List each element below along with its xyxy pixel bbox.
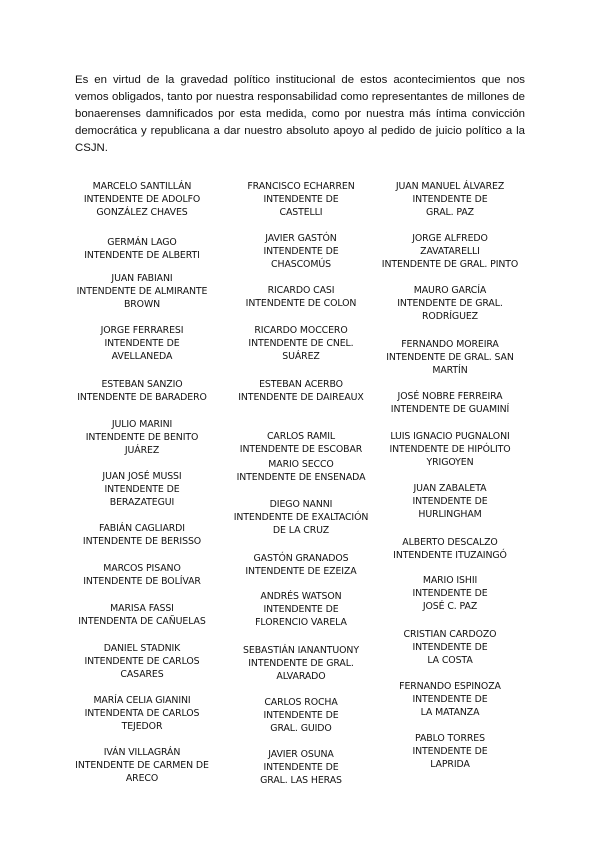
signature-block: FERNANDO MOREIRA INTENDENTE DE GRAL. SAN MARTÍN	[386, 339, 514, 377]
intro-paragraph: Es en virtud de la gravedad político institucional de estos acontecimientos que nos vemos obligados, tanto por nuestra responsabilidad como representantes de millones de bonaerenses damnificados por esta medida, como por nuestra más íntima convicción democrática y republicana a dar nuestro absoluto apoyo al pedido de juicio político a la CSJN.	[75, 74, 525, 154]
signature-block: GASTÓN GRANADOS INTENDENTE DE EZEIZA	[245, 553, 357, 578]
signatures-column-1	[67, 180, 217, 820]
signature-block: JUAN FABIANI INTENDENTE DE ALMIRANTE BROWN	[76, 273, 208, 311]
signature-block: JULIO MARINI INTENDENTE DE BENITO JUÁREZ	[85, 419, 199, 457]
signature-block: ESTEBAN SANZIO INTENDENTE DE BARADERO	[77, 379, 207, 404]
signature-block: GERMÁN LAGO INTENDENTE DE ALBERTI	[84, 237, 200, 262]
signature-block: ESTEBAN ACERBO INTENDENTE DE DAIREAUX	[238, 379, 364, 404]
signature-block: SEBASTIÁN IANANTUONY INTENDENTE DE GRAL. ALVARADO	[243, 645, 359, 683]
signature-block: DIEGO NANNI INTENDENTE DE EXALTACIÓN DE LA CRUZ	[233, 499, 369, 537]
signature-block: IVÁN VILLAGRÁN INTENDENTE DE CARMEN DE ARECO	[75, 747, 209, 785]
signature-block: ALBERTO DESCALZO INTENDENTE ITUZAINGÓ	[393, 537, 507, 562]
signature-block: FABIÁN CAGLIARDI INTENDENTE DE BERISSO	[82, 523, 202, 548]
signature-block: LUIS IGNACIO PUGNALONI INTENDENTE DE HIPÓLITO YRIGOYEN	[389, 431, 511, 469]
signature-block: JAVIER GASTÓN INTENDENTE DE CHASCOMÚS	[263, 233, 339, 271]
signature-block: JUAN ZABALETA INTENDENTE DE HURLINGHAM	[412, 483, 488, 521]
signature-block: MARCELO SANTILLÁN INTENDENTE DE ADOLFO GONZÁLEZ CHAVES	[83, 181, 201, 219]
signature-block: MARCOS PISANO INTENDENTE DE BOLÍVAR	[83, 563, 201, 588]
signature-block: CRISTIAN CARDOZO INTENDENTE DE LA COSTA	[403, 629, 497, 667]
signature-block: DANIEL STADNIK INTENDENTE DE CARLOS CASARES	[84, 643, 200, 681]
signature-block: FERNANDO ESPINOZA INTENDENTE DE LA MATANZA	[399, 681, 501, 719]
signature-block: ANDRÉS WATSON INTENDENTE DE FLORENCIO VARELA	[255, 591, 347, 629]
signature-block: JORGE FERRARESI INTENDENTE DE AVELLANEDA	[100, 325, 184, 363]
signature-block: RICARDO MOCCERO INTENDENTE DE CNEL. SUÁREZ	[248, 325, 354, 363]
signature-block: MAURO GARCÍA INTENDENTE DE GRAL. RODRÍGUEZ	[397, 285, 503, 323]
signature-block: RICARDO CASI INTENDENTE DE COLON	[245, 285, 357, 310]
signatures-column-3	[375, 180, 525, 820]
signature-block: JOSÉ NOBRE FERREIRA INTENDENTE DE GUAMINÍ	[390, 391, 510, 416]
signature-block: JUAN MANUEL ÁLVAREZ INTENDENTE DE GRAL. PAZ	[395, 181, 505, 219]
signature-block: MARIO ISHII INTENDENTE DE JOSÉ C. PAZ	[412, 575, 488, 613]
signature-block: MARISA FASSI INTENDENTA DE CAÑUELAS	[78, 603, 206, 628]
signatures-column-2	[226, 180, 376, 820]
signature-block: MARIO SECCO INTENDENTE DE ENSENADA	[236, 459, 366, 484]
signature-block: JAVIER OSUNA INTENDENTE DE GRAL. LAS HERAS	[260, 749, 342, 787]
signature-block: FRANCISCO ECHARREN INTENDENTE DE CASTELLI	[247, 181, 355, 219]
signature-block: JUAN JOSÉ MUSSI INTENDENTE DE BERAZATEGUI	[102, 471, 182, 509]
signature-block: JORGE ALFREDO ZAVATARELLI INTENDENTE DE GRAL. PINTO	[381, 233, 519, 271]
signature-block: CARLOS ROCHA INTENDENTE DE GRAL. GUIDO	[263, 697, 339, 735]
signature-block: CARLOS RAMIL INTENDENTE DE ESCOBAR	[239, 431, 363, 456]
signature-block: MARÍA CELIA GIANINI INTENDENTA DE CARLOS TEJEDOR	[84, 695, 200, 733]
signature-block: PABLO TORRES INTENDENTE DE LAPRIDA	[412, 733, 488, 771]
